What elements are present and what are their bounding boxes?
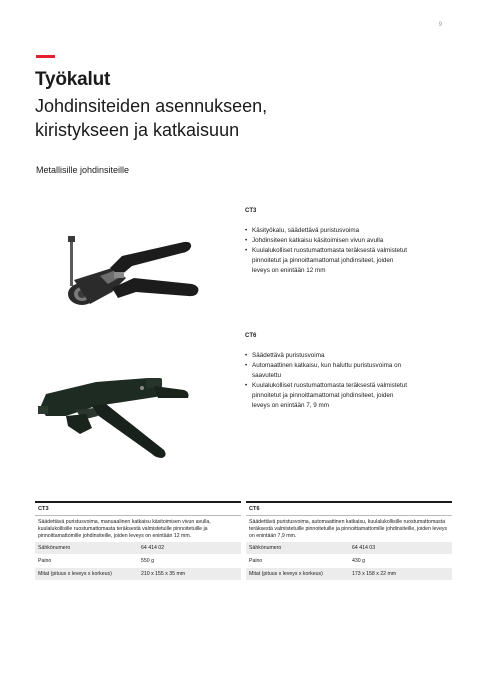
feature-line: leveys on enintään 7, 9 mm <box>252 402 330 409</box>
spec-value: 550 g <box>138 555 241 568</box>
product-ct6 <box>245 333 407 411</box>
spec-description: Säädettävä puristusvoima, automaattinen katkaisu, kuulalukollisille ruostumattomasta teräksestä valmistetuille pinnoitetuille ja pinnoittamattomille johdinsiteille, joiden leveys on enintään 7,9 mm. <box>246 516 452 543</box>
subtitle-line-2: kiristykseen ja katkaisuun <box>35 120 240 140</box>
subtitle-line-1: Johdinsiteiden asennukseen, <box>35 96 268 116</box>
spec-label: Sähkönumero <box>35 542 138 555</box>
feature-item <box>245 361 407 381</box>
spec-label: Paino <box>35 555 138 568</box>
spec-table-header: CT6 <box>246 502 452 516</box>
feature-line: Automaattinen katkaisu, kun haluttu puristusvoima on <box>252 362 402 369</box>
spec-description: Säädettävä puristusvoima, manuaalinen katkaisu käsitoimisen vivun avulla, kuulalukollisille ruostumattomasta teräksestä valmistetuille pinnoitetuille ja pinnoittamattomille johdinsiteille, joiden leveys on enintään 12 mm. <box>35 516 241 543</box>
spec-value: 430 g <box>349 555 452 568</box>
feature-line: pinnoitetut ja pinnoittamattomat johdinsiteet, joiden <box>252 257 394 264</box>
feature-line: Kuulalukolliset ruostumattomasta teräksestä valmistetut <box>252 247 408 254</box>
product-name-ct6: CT6 <box>245 333 257 339</box>
accent-bar <box>36 55 55 58</box>
product-ct6-features <box>245 351 407 411</box>
feature-line: pinnoitetut ja pinnoittamattomat johdinsiteet, joiden <box>252 392 394 399</box>
feature-line: saavutettu <box>252 372 282 379</box>
spec-table-ct6 <box>246 501 452 581</box>
feature-item: • Johdinsiteen katkaisu käsitoimisen vivun avulla <box>245 236 407 246</box>
feature-item <box>245 246 407 276</box>
page-number: 9 <box>438 22 442 28</box>
spec-table-ct3 <box>35 501 241 581</box>
product-ct3 <box>245 208 407 276</box>
feature-item: • Säädettävä puristusvoima <box>245 351 407 361</box>
feature-line: leveys on enintään 12 mm <box>252 267 326 274</box>
tensioning-tool-ct3-image <box>52 232 202 312</box>
spec-label: Mitat (pituus x leveys x korkeus) <box>35 568 138 581</box>
spec-value: 64 414 02 <box>138 542 241 555</box>
spec-label: Paino <box>246 555 349 568</box>
tensioning-tool-ct6-image <box>36 370 196 470</box>
spec-table-header: CT3 <box>35 502 241 516</box>
feature-item: • Käsityökalu, säädettävä puristusvoima <box>245 226 407 236</box>
page-title: Työkalut <box>35 69 111 90</box>
spec-value: 64 414 03 <box>349 542 452 555</box>
page-subtitle <box>35 94 267 142</box>
product-name-ct3: CT3 <box>245 208 257 214</box>
feature-line: Kuulalukolliset ruostumattomasta teräksestä valmistetut <box>252 382 408 389</box>
product-ct3-features <box>245 226 407 276</box>
spec-value: 210 x 155 x 35 mm <box>138 568 241 581</box>
spec-value: 173 x 158 x 22 mm <box>349 568 452 581</box>
feature-item <box>245 381 407 411</box>
section-label: Metallisille johdinsiteille <box>36 165 130 175</box>
spec-label: Sähkönumero <box>246 542 349 555</box>
spec-label: Mitat (pituus x leveys x korkeus) <box>246 568 349 581</box>
